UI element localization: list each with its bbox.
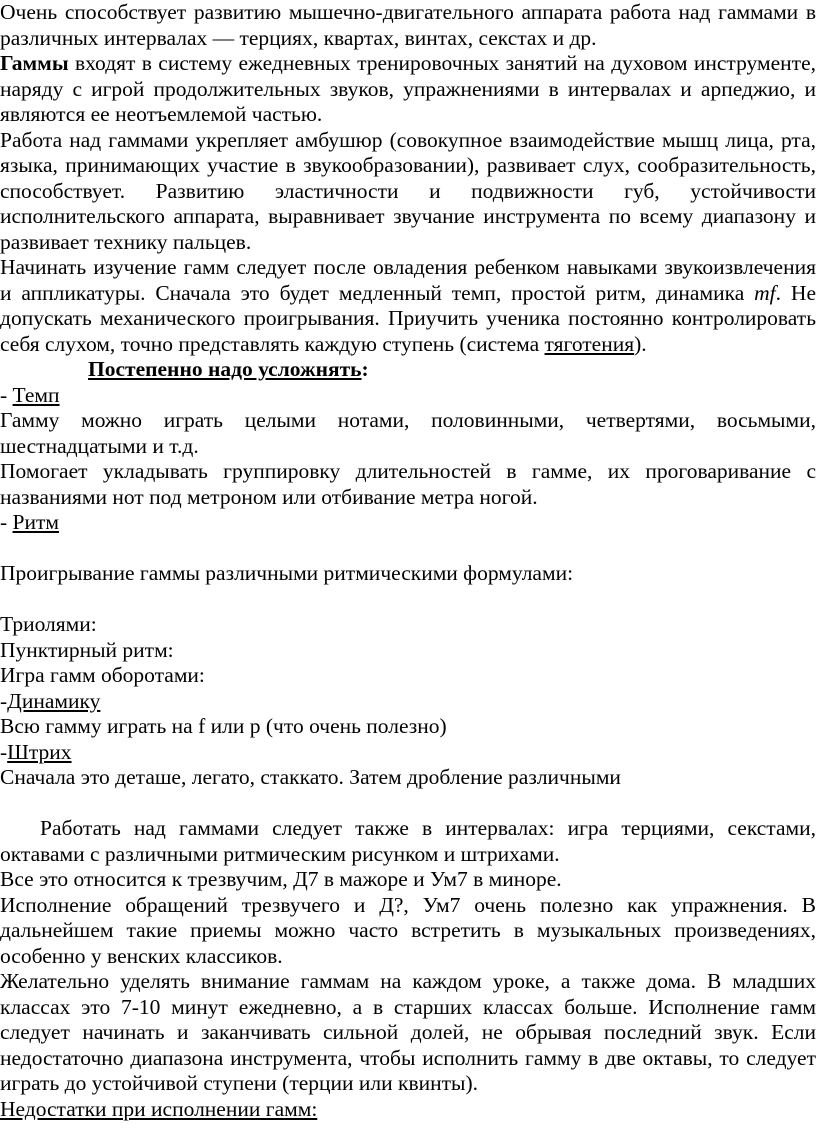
paragraph-daily-practice: Желательно уделять внимание гаммам на каждом уроке, а также дома. В младших классах это 7-10 минут ежедневно, а в старших классах больше. Исполнение гамм следует начинать и заканчивать сильной долей, не обрывая последний звук. Если недостаточно диапазона инструмента, чтобы исполнить гамму в две октавы, то следует играть до устойчивой ступени (терции или квинты). [0, 969, 816, 1095]
heading-colon: : [361, 357, 369, 381]
dash-marker: - [0, 382, 13, 407]
paragraph-scales-system-text: входят в систему ежедневных тренировочных занятий на духовом инструменте, наряду с игрой продолжительных звуков, упражнениями в интервалах и арпеджио, и являются ее неотъемлемой частью. [0, 51, 816, 126]
shortcomings-label: Недостатки при исполнении гамм: [0, 1096, 318, 1121]
paragraph-stroke: Сначала это деташе, легато, стаккато. Затем дробление различными [0, 765, 621, 789]
item-tempo [0, 383, 816, 409]
term-gravitation: тяготения [544, 331, 635, 356]
stroke-label: Штрих [7, 739, 72, 764]
term-scales-bold: Гаммы [0, 51, 69, 75]
dash-marker: - [0, 510, 13, 534]
paragraph-inversions: Исполнение обращений трезвучего и Д?, Ум7 очень полезно как упражнения. В дальнейшем такие приемы можно часто встретить в музыкальных произведениях, особенно у венских классиков. [0, 892, 816, 968]
paragraph-start-study-b: . Не допускать механического проигрывания. Приучить ученика постоянно контролировать себя слухом, точно представлять каждую ступень (система [0, 280, 816, 356]
line-turns: Игра гамм оборотами: [0, 663, 205, 687]
paragraph-intervals-work: Работать над гаммами следует также в интервалах: игра терциями, секстами, октавами с различными ритмическим рисунком и штрихами. [0, 816, 816, 866]
heading-shortcomings [0, 1097, 816, 1123]
line-triplets: Триолями: [0, 612, 97, 636]
dynamic-mf: mf [754, 280, 776, 305]
paragraph-start-study-c: ). [634, 331, 647, 356]
line-dotted-rhythm: Пунктирный ритм: [0, 637, 174, 662]
paragraph-chords: Все это относится к трезвучим, Д7 в мажоре и Ум7 в миноре. [0, 867, 562, 891]
item-rhythm [0, 510, 816, 536]
paragraph-scales-system [0, 51, 816, 128]
dash-marker: - [0, 688, 8, 713]
paragraph-start-study-a: Начинать изучение гамм следует после овладения ребенком навыками звукоизвлечения и аппликатуры. Сначала это будет медленный темп, простой ритм, динамика [0, 255, 816, 305]
paragraph-tempo-metronome: Помогает укладывать группировку длительностей в гамме, их проговаривание с названиями нот под метроном или отбивание метра ногой. [0, 459, 816, 509]
dynamics-label: Динамику [7, 688, 101, 713]
paragraph-embouchure: Работа над гаммами укрепляет амбушюр (совокупное взаимодействие мышц лица, рта, языка, принимающих участие в звукообразовании), развивает слух, сообразительность, способствует. Развитию эластичности и подвижности губ, устойчивости исполнительского аппарата, выравнивает звучание инструмента по всему диапазону и развивает технику пальцев. [0, 127, 816, 254]
paragraph-intervals-intro: Очень способствует развитию мышечно-двигательного аппарата работа над гаммами в различных интервалах — терциях, квартах, винтах, секстах и др. [0, 0, 816, 50]
section-heading [0, 357, 816, 383]
paragraph-dynamics: Всю гамму играть на f или p (что очень полезно) [0, 714, 447, 738]
rhythm-label: Ритм [12, 510, 60, 534]
heading-gradually-complicate: Постепенно надо усложнять [88, 357, 362, 381]
item-dynamics [0, 689, 816, 715]
dash-marker: - [0, 739, 8, 764]
paragraph-start-study [0, 255, 816, 357]
item-stroke [0, 740, 816, 766]
paragraph-rhythm-intro: Проигрывание гаммы различными ритмическими формулами: [0, 561, 574, 585]
tempo-label: Темп [12, 382, 60, 407]
paragraph-tempo-notes: Гамму можно играть целыми нотами, половинными, четвертями, восьмыми, шестнадцатыми и т.д. [0, 408, 816, 458]
